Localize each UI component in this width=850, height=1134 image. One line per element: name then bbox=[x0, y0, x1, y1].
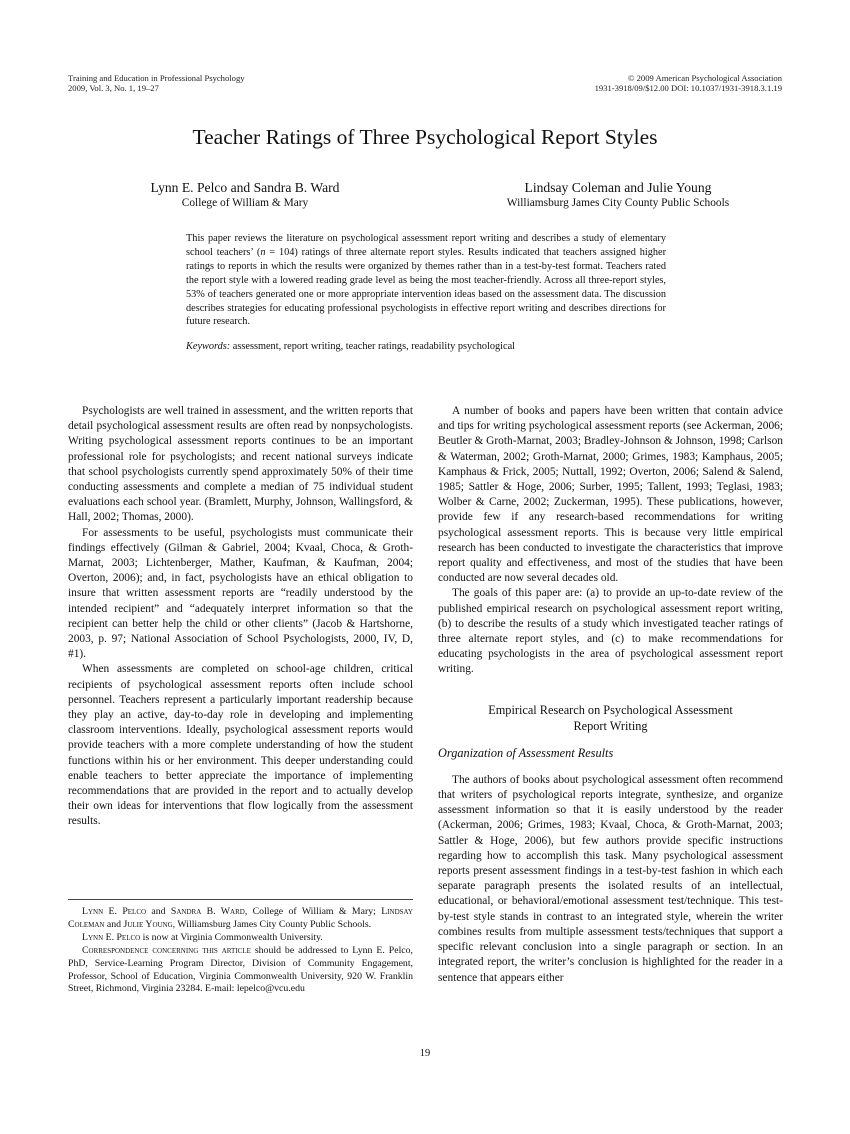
author-block-left bbox=[110, 180, 380, 210]
body-paragraph: Psychologists are well trained in assessment, and the written reports that detail psychological assessment results are often read by nonpsychologists. Writing psychological assessment reports continues to be an important professional role for psychologists; and recent national surveys indicate that school psychologists currently spend approximately 50% of their time conducting assessments and complete a median of 75 individual student evaluations each school year. (Bramlett, Murphy, Johnson, Wallingsford, & Hall, 2002; Thomas, 2000). bbox=[68, 405, 413, 524]
footnotes bbox=[68, 906, 413, 996]
subsection-heading: Organization of Assessment Results bbox=[438, 745, 614, 760]
body-paragraph: A number of books and papers have been written that contain advice and tips for writing psychological assessment reports (see Ackerman, 2006; Beutler & Groth-Marnat, 2003; Bradley-Johnson & Johnson, 1998; Carlson & Waterman, 2002; Groth-Marnat, 2000; Grimes, 1983; Kamphaus, 2005; Kamphaus & Frick, 2005; Nuttall, 1992; Overton, 2006; Salend & Salend, 1985; Sattler & Hoge, 2006; Surber, 1995; Tallent, 1993; Teglasi, 1983; Wolber & Carne, 2002; Zuckerman, 1995). These publications, however, provide few if any research-based recommendations for writing psychological assessment reports. This is because very little empirical research has been conducted to investigate the characteristics that improve report quality and effectiveness, and most of the studies that have been conducted are now several decades old. bbox=[438, 405, 783, 585]
body-column-left bbox=[68, 404, 413, 830]
author-affiliation: Williamsburg James City County Public Schools bbox=[506, 197, 730, 209]
body-paragraph: The authors of books about psychological assessment often recommend that writers of psychological reports integrate, synthesize, and organize assessment information so that it is easily understood by the reader (Ackerman, 2006; Grimes, 1983; Kvaal, Choca, & Groth-Marnat, 2003; Sattler & Hoge, 2006), but few authors provide specific instructions regarding how to accomplish this task. Many psychological assessment reports present assessment findings in a test-by-test fashion in which each separate paragraph presents the isolated results of an intellectual, educational, or behavioral/emotional assessment test/technique. This test-by-test style stands in contrast to an integrated style, wherein the writer combines results from multiple assessment tests/techniques that support a specific relevant conclusion into a single paragraph or section. In an integrated report, the writer’s conclusion is highlighted for the reader in a sentence that appears either bbox=[438, 773, 783, 984]
body-column-right bbox=[438, 404, 783, 986]
body-paragraph: When assessments are completed on school-age children, critical recipients of psychological assessment reports often include school personnel. Teachers represent a particularly important readership because they play an active, day-to-day role in developing and implementing classroom interventions. Ideally, psychological assessment reports would provide teachers with a more complete understanding of how the student functions within his or her environment. This deeper understanding could enable teachers to better appreciate the importance of implementing recommendations that are provided in the report and to actually develop their own ideas for interventions that flow logically from the assessment results. bbox=[68, 663, 413, 828]
running-header-left bbox=[68, 73, 245, 93]
author-names: Lynn E. Pelco and Sandra B. Ward bbox=[150, 180, 340, 195]
doi-line: 1931-3918/09/$12.00 DOI: 10.1037/1931-3918.3.1.19 bbox=[594, 83, 782, 93]
body-paragraph: For assessments to be useful, psychologists must communicate their findings effectively (Gilman & Gabriel, 2004; Kvaal, Choca, & Groth-Marnat, 2003; Lichtenberger, Mather, Kaufman, & Kaufman, 2004; Overton, 2006); and, in fact, psychologists have an ethical obligation to insure that written assessment reports are “readily understood by the intended recipient” and “adequately interpret information so that the recipient can better help the child or other clients” (Jacob & Hartshorne, 2003, p. 97; National Association of School Psychologists, 2000, IV, D, #1). bbox=[68, 526, 413, 661]
keywords: Keywords: assessment, report writing, teacher ratings, readability psychological bbox=[186, 341, 516, 353]
journal-volume: 2009, Vol. 3, No. 1, 19–27 bbox=[68, 83, 159, 93]
section-heading: Empirical Research on Psychological Assessment Report Writing bbox=[488, 702, 733, 733]
abstract bbox=[186, 232, 666, 354]
footnote-rule bbox=[68, 899, 413, 900]
footnote-affiliations: Lynn E. Pelco and Sandra B. Ward, College of William & Mary; Lindsay Coleman and Julie Young, Williamsburg James City County Public Schools. bbox=[68, 906, 413, 930]
journal-name: Training and Education in Professional Psychology bbox=[68, 73, 245, 83]
author-affiliation: College of William & Mary bbox=[181, 197, 309, 209]
body-paragraph: The goals of this paper are: (a) to provide an up-to-date review of the published empirical research on psychological assessment report writing, (b) to describe the results of a study which investigated teacher ratings of three alternate report styles, and (c) to make recommendations for educating psychologists in the area of psychological assessment report writing. bbox=[438, 587, 783, 676]
footnote-current-affiliation: Lynn E. Pelco is now at Virginia Commonwealth University. bbox=[82, 931, 323, 943]
copyright-notice: © 2009 American Psychological Association bbox=[627, 73, 782, 83]
footnote-correspondence: Correspondence concerning this article should be addressed to Lynn E. Pelco, PhD, Service-Learning Program Director, Division of Community Engagement, Professor, School of Education, Virginia Commonwealth University, 920 W. Franklin Street, Richmond, Virginia 23284. E-mail: lepelco@vcu.edu bbox=[68, 944, 414, 995]
article-title: Teacher Ratings of Three Psychological Report Styles bbox=[192, 125, 658, 149]
page-number: 19 bbox=[419, 1048, 431, 1059]
author-names: Lindsay Coleman and Julie Young bbox=[524, 180, 712, 195]
author-block-right bbox=[468, 180, 768, 210]
running-header-right bbox=[595, 73, 782, 93]
abstract-text: This paper reviews the literature on psychological assessment report writing and describes a study of elementary school teachers’ (n = 104) ratings of three alternate report styles. Results indicated that teachers assigned higher ratings to reports in which the results were organized by themes rather than in a test-by-test format. Teachers rated the report style with a lowered reading grade level as being the most teacher-friendly. Across all three-report styles, 53% of teachers generated one or more appropriate intervention ideas based on the assessment data. The discussion describes strategies for educating professional psychologists in effective report writing and describes directions for future research. bbox=[186, 233, 666, 328]
